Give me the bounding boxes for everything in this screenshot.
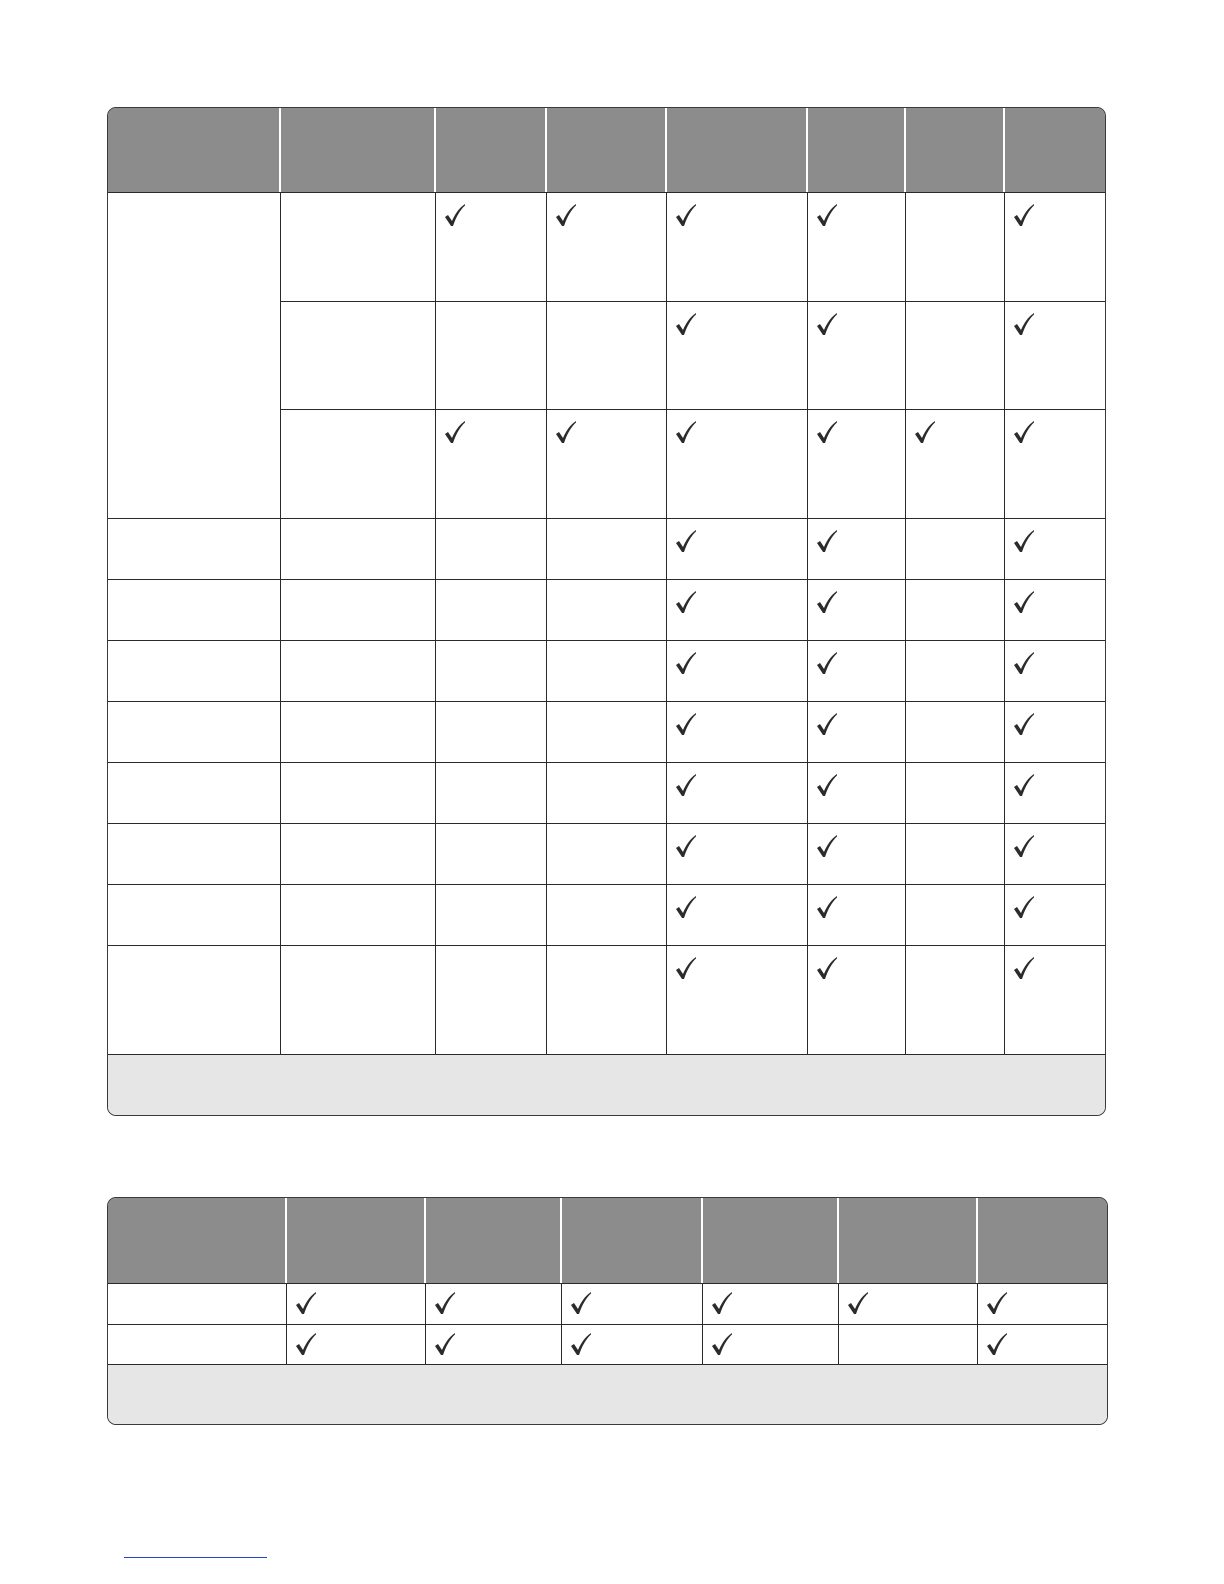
table-note-row xyxy=(108,1364,1107,1424)
table-row xyxy=(108,945,1105,1054)
table-cell xyxy=(703,1324,839,1364)
table-cell xyxy=(547,301,667,409)
check-icon xyxy=(1013,896,1035,920)
table-cell xyxy=(1005,192,1105,301)
table-cell xyxy=(978,1283,1107,1324)
table-cell xyxy=(547,409,667,518)
table-cell xyxy=(906,945,1005,1054)
media-support-table-2 xyxy=(107,1197,1108,1425)
table-cell xyxy=(1005,301,1105,409)
table-cell xyxy=(839,1324,978,1364)
check-icon xyxy=(570,1292,592,1316)
check-icon xyxy=(675,896,697,920)
table-cell xyxy=(808,579,906,640)
table-cell xyxy=(667,409,808,518)
header-cell xyxy=(1005,108,1105,192)
table-cell xyxy=(108,579,281,640)
table-cell xyxy=(547,518,667,579)
table-cell xyxy=(108,1324,287,1364)
footer-link-underline[interactable] xyxy=(124,1557,267,1558)
table-cell xyxy=(108,701,281,762)
table-cell xyxy=(436,409,547,518)
table-cell xyxy=(906,823,1005,884)
check-icon xyxy=(675,835,697,859)
table-cell xyxy=(281,823,436,884)
check-icon xyxy=(816,652,838,676)
header-cell xyxy=(547,108,667,192)
table-cell xyxy=(108,640,281,701)
table-cell xyxy=(906,884,1005,945)
table-cell xyxy=(426,1324,562,1364)
check-icon xyxy=(675,957,697,981)
table-cell xyxy=(108,1283,287,1324)
table-cell xyxy=(1005,823,1105,884)
check-icon xyxy=(444,421,466,445)
table-cell xyxy=(436,301,547,409)
table-cell xyxy=(667,945,808,1054)
check-icon xyxy=(816,204,838,228)
check-icon xyxy=(816,421,838,445)
table-cell xyxy=(808,518,906,579)
header-cell xyxy=(978,1198,1107,1283)
table-cell xyxy=(547,192,667,301)
table-row xyxy=(108,762,1105,823)
check-icon xyxy=(816,713,838,737)
table-cell xyxy=(667,823,808,884)
check-icon xyxy=(434,1292,456,1316)
table-cell xyxy=(436,518,547,579)
table-cell xyxy=(281,301,436,409)
table-row xyxy=(108,640,1105,701)
check-icon xyxy=(675,591,697,615)
table-cell xyxy=(906,701,1005,762)
check-icon xyxy=(1013,530,1035,554)
table-cell xyxy=(436,640,547,701)
table-cell xyxy=(978,1324,1107,1364)
header-cell xyxy=(108,1198,287,1283)
check-icon xyxy=(816,530,838,554)
check-icon xyxy=(816,774,838,798)
table-note xyxy=(108,1054,1105,1115)
table-cell xyxy=(667,701,808,762)
check-icon xyxy=(675,652,697,676)
table-cell xyxy=(1005,762,1105,823)
table-row xyxy=(108,192,1105,301)
table-note-row xyxy=(108,1054,1105,1115)
table-cell xyxy=(426,1283,562,1324)
table-cell xyxy=(703,1283,839,1324)
table-cell xyxy=(287,1324,426,1364)
table-row xyxy=(108,1283,1107,1324)
table-cell xyxy=(1005,640,1105,701)
table-note xyxy=(108,1364,1107,1424)
table-cell xyxy=(906,192,1005,301)
check-icon xyxy=(675,530,697,554)
check-icon xyxy=(1013,313,1035,337)
media-support-table-1 xyxy=(107,107,1106,1116)
check-icon xyxy=(986,1333,1008,1357)
table-cell xyxy=(808,945,906,1054)
check-icon xyxy=(675,713,697,737)
check-icon xyxy=(816,957,838,981)
table-cell xyxy=(281,945,436,1054)
table-cell xyxy=(562,1283,703,1324)
table-cell xyxy=(436,192,547,301)
header-cell xyxy=(839,1198,978,1283)
table-cell xyxy=(1005,518,1105,579)
check-icon xyxy=(1013,774,1035,798)
header-cell xyxy=(808,108,906,192)
header-cell xyxy=(703,1198,839,1283)
check-icon xyxy=(675,774,697,798)
check-icon xyxy=(847,1292,869,1316)
table-cell xyxy=(808,640,906,701)
table-cell xyxy=(667,640,808,701)
header-cell xyxy=(436,108,547,192)
table-header-row xyxy=(108,108,1105,192)
check-icon xyxy=(555,204,577,228)
check-icon xyxy=(675,313,697,337)
table-cell xyxy=(281,518,436,579)
check-icon xyxy=(711,1333,733,1357)
table-header-row xyxy=(108,1198,1107,1283)
table-cell xyxy=(547,823,667,884)
table-cell xyxy=(436,823,547,884)
table-cell xyxy=(906,640,1005,701)
check-icon xyxy=(675,421,697,445)
table-cell xyxy=(281,192,436,301)
table-cell xyxy=(436,579,547,640)
table-cell xyxy=(547,945,667,1054)
check-icon xyxy=(816,313,838,337)
check-icon xyxy=(986,1292,1008,1316)
check-icon xyxy=(675,204,697,228)
table-row xyxy=(108,823,1105,884)
table-cell xyxy=(281,409,436,518)
table-cell xyxy=(1005,409,1105,518)
table-cell xyxy=(906,762,1005,823)
table-cell xyxy=(667,518,808,579)
header-cell xyxy=(287,1198,426,1283)
table-cell xyxy=(547,640,667,701)
table-cell xyxy=(547,701,667,762)
table-cell xyxy=(547,762,667,823)
table-cell xyxy=(547,884,667,945)
table-cell xyxy=(906,518,1005,579)
header-cell xyxy=(906,108,1005,192)
check-icon xyxy=(1013,713,1035,737)
header-cell xyxy=(281,108,436,192)
row-group-label-cell xyxy=(108,192,281,518)
table-cell xyxy=(808,701,906,762)
table-cell xyxy=(808,762,906,823)
table-row xyxy=(108,518,1105,579)
table-cell xyxy=(436,945,547,1054)
table-cell xyxy=(667,762,808,823)
header-cell xyxy=(108,108,281,192)
check-icon xyxy=(1013,591,1035,615)
table-cell xyxy=(281,579,436,640)
check-icon xyxy=(1013,835,1035,859)
table-cell xyxy=(667,301,808,409)
check-icon xyxy=(434,1333,456,1357)
table-cell xyxy=(1005,884,1105,945)
table-cell xyxy=(1005,945,1105,1054)
table-cell xyxy=(436,762,547,823)
table-cell xyxy=(906,579,1005,640)
check-icon xyxy=(570,1333,592,1357)
table-cell xyxy=(808,409,906,518)
check-icon xyxy=(711,1292,733,1316)
check-icon xyxy=(555,421,577,445)
table-cell xyxy=(547,579,667,640)
check-icon xyxy=(816,835,838,859)
check-icon xyxy=(816,591,838,615)
table-cell xyxy=(906,301,1005,409)
table-cell xyxy=(906,409,1005,518)
check-icon xyxy=(444,204,466,228)
table-cell xyxy=(667,884,808,945)
table-cell xyxy=(808,192,906,301)
table-cell xyxy=(281,701,436,762)
table-cell xyxy=(108,823,281,884)
header-cell xyxy=(562,1198,703,1283)
table-cell xyxy=(108,518,281,579)
table-row xyxy=(108,884,1105,945)
table-cell xyxy=(667,579,808,640)
table-cell xyxy=(281,884,436,945)
table-cell xyxy=(108,762,281,823)
table-cell xyxy=(108,884,281,945)
table-cell xyxy=(808,301,906,409)
table-row xyxy=(108,579,1105,640)
table-cell xyxy=(1005,701,1105,762)
header-cell xyxy=(426,1198,562,1283)
header-cell xyxy=(667,108,808,192)
table-cell xyxy=(1005,579,1105,640)
check-icon xyxy=(1013,652,1035,676)
check-icon xyxy=(1013,204,1035,228)
table-cell xyxy=(808,823,906,884)
table-row xyxy=(108,1324,1107,1364)
table-cell xyxy=(281,640,436,701)
table-cell xyxy=(562,1324,703,1364)
table-cell xyxy=(808,884,906,945)
check-icon xyxy=(914,421,936,445)
check-icon xyxy=(816,896,838,920)
table-cell xyxy=(436,884,547,945)
table-cell xyxy=(667,192,808,301)
table-row xyxy=(108,701,1105,762)
table-cell xyxy=(108,945,281,1054)
check-icon xyxy=(1013,957,1035,981)
check-icon xyxy=(295,1333,317,1357)
check-icon xyxy=(1013,421,1035,445)
table-cell xyxy=(287,1283,426,1324)
check-icon xyxy=(295,1292,317,1316)
table-cell xyxy=(281,762,436,823)
table-cell xyxy=(839,1283,978,1324)
table-cell xyxy=(436,701,547,762)
